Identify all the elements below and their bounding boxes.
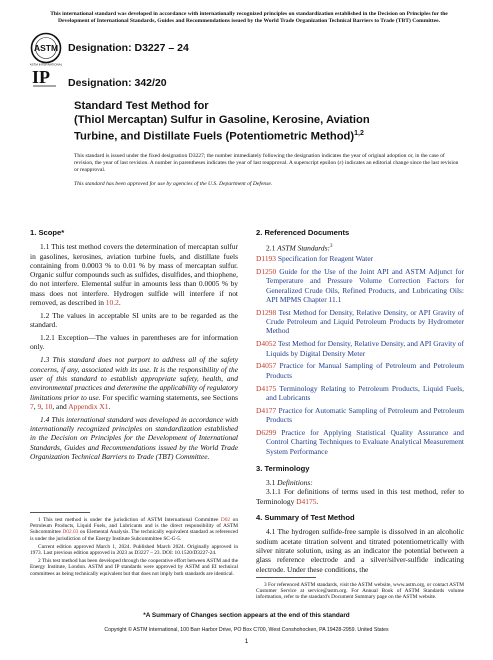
- right-column: [256, 228, 464, 577]
- astm-standards-label: 2.1 ASTM Standards:$^3$: [266, 243, 333, 253]
- link-d02[interactable]: D02: [220, 517, 231, 523]
- title-line: (Thiol Mercaptan) Sulfur in Gasoline, Kerosine, Aviation: [74, 113, 370, 126]
- reference-item[interactable]: D4057 Practice for Manual Sampling of Petroleum and Petroleum Products: [256, 361, 464, 380]
- link-section-10[interactable]: 10: [44, 401, 53, 411]
- reference-item[interactable]: D4175 Terminology Relating to Petroleum Products, Liquid Fuels, and Lubricants: [256, 383, 464, 402]
- scope-heading: 1. Scope*: [30, 228, 65, 237]
- definitions-label: 3.1 Definitions:: [266, 478, 313, 488]
- astm-logo-caption: ASTM INTERNATIONAL: [30, 62, 62, 66]
- title-line: Turbine, and Distillate Fuels (Potentiometric Method)$^{1,2}$: [74, 130, 364, 143]
- referenced-documents-heading: 2. Referenced Documents: [256, 228, 350, 237]
- astm-logo-icon: [30, 32, 62, 66]
- title-footnote-mark: 1,2: [354, 130, 364, 138]
- link-appendix-x1[interactable]: Appendix X1: [68, 401, 109, 411]
- ip-logo-icon: [30, 66, 62, 88]
- reference-item[interactable]: D4052 Test Method for Density, Relative Density, and API Gravity of Liquids by Digital Density Meter: [256, 339, 464, 358]
- footnote-rule-left: [30, 512, 90, 513]
- para-3-1-1: 3.1.1 For definitions of terms used in this test method, refer to Terminology D4175.: [256, 487, 464, 506]
- para-4-1: 4.1 The hydrogen sulfide-free sample is dissolved in an alcoholic sodium acetate titration solvent and titrated potentiometrically with silver nitrate solution, using as an indicator the potential between a glass reference electrode and a silver/silver-sulfide indicating electrode. Under these conditions, the: [256, 527, 464, 574]
- reference-item[interactable]: D4177 Practice for Automatic Sampling of Petroleum and Petroleum Products: [256, 405, 465, 425]
- para-1-3: 1.3 This standard does not purport to address all of the safety concerns, if any, associated with its use. It is the responsibility of the user of this standard to establish appropriate safety, health, and environmental practices and determine the applicability of regulatory limitations prior to use. For specific warning statements, see Sections 7, 9, 10, and Appendix X1.: [30, 355, 238, 411]
- footnote-3: 3 For referenced ASTM standards, visit the ASTM website, www.astm.org, or contact ASTM Customer Service at service@astm.org. For Annual Book of ASTM Standards volume information, refer to the standard's Document Summary page on the ASTM website.: [256, 582, 464, 601]
- document-title: [74, 100, 434, 145]
- link-d4175[interactable]: D4175: [296, 496, 317, 506]
- para-1-1: 1.1 This test method covers the determination of mercaptan sulfur in gasolines, kerosines, aviation turbine fuels, and distillate fuels containing from 0.0003 % to 0.01 % by mass of mercaptan sulfur. Organic sulfur compounds such as sulfides, disulfides, and thiophene, do not interfere. Elemental sulfur in amounts less than 0.0005 % by mass does not interfere. Hydrogen sulfide will interfere if not removed, as described in 10.2.: [30, 242, 238, 308]
- dod-note: This standard has been approved for use by agencies of the U.S. Department of Defense.: [74, 181, 273, 187]
- link-10-2[interactable]: 10.2: [105, 298, 119, 308]
- reference-item[interactable]: D1298 Test Method for Density, Relative Density, or API Gravity of Crude Petroleum and Liquid Petroleum Products by Hydrometer Method: [256, 307, 464, 336]
- link-d02-03[interactable]: D02.03: [62, 529, 79, 536]
- page-number: 1: [244, 638, 249, 645]
- summary-of-changes-note: *A Summary of Changes section appears at the end of this standard: [143, 612, 350, 619]
- link-section-7[interactable]: 7: [30, 401, 34, 411]
- reference-item[interactable]: D6299 Practice for Applying Statistical Quality Assurance and Control Charting Techniques to Evaluate Analytical Measurement System Performance: [256, 427, 465, 456]
- title-line: Standard Test Method for: [74, 100, 209, 112]
- reference-item[interactable]: D1193 Specification for Reagent Water: [256, 254, 374, 264]
- ip-logo: [30, 66, 62, 93]
- link-section-9[interactable]: 9: [37, 401, 42, 411]
- left-column: [30, 228, 238, 465]
- para-1-2: 1.2 The values in acceptable SI units are to be regarded as the standard.: [30, 310, 238, 330]
- footnote-2: 2 This test method has been developed through the cooperative effort between ASTM and the Energy Institute, London. ASTM and IP standards were approved by ASTM and EI technical committees as being technically equivalent but that does not imply both standards are identical.: [30, 558, 238, 577]
- copyright-line: Copyright © ASTM International, 100 Barr Harbor Drive, PO Box C700, West Conshohocken, PA 19428-2959. United States: [104, 627, 389, 633]
- svg-text:IP: IP: [32, 67, 50, 87]
- issuance-note: This standard is issued under the fixed designation D3227; the number immediately following the designation indicates the year of original adoption or, in the case of revision, the year of last revision. A number in parentheses indicates the year of last reapproval. A superscript epsilon (ε) indicates an editorial change since the last revision or reapproval.: [74, 153, 459, 173]
- para-1-4: 1.4 This international standard was developed in accordance with internationally recognized principles on standardization established in the Decision on Principles for the Development of International Standards, Guides and Recommendations issued by the World Trade Organization Technical Barriers to Trade (TBT) Committee.: [30, 414, 238, 461]
- footnote-edition: Current edition approved March 1, 2024. Published March 2024. Originally approved in 1973. Last previous edition approved in 2023 as D3227 – 23. DOI: 10.1520/D3227-24.: [30, 543, 238, 557]
- designation-astm: Designation: D3227 – 24: [68, 42, 189, 54]
- summary-heading: 4. Summary of Test Method: [256, 513, 355, 523]
- svg-text:ASTM: ASTM: [33, 43, 59, 53]
- terminology-heading: 3. Terminology: [256, 463, 310, 473]
- right-footnotes: [256, 582, 464, 603]
- footnote-rule-right: [256, 577, 316, 578]
- reference-item[interactable]: D1250 Guide for the Use of the Joint API and ASTM Adjunct for Temperature and Pressure Volume Correction Factors for Generalized Crude Oils, Refined Products, and Lubricating Oils: API MPMS Chapter 11.1: [256, 266, 464, 304]
- header-notice: This international standard was developed in accordance with internationally recognized principles on standardization established in the Decision on Principles for the Development of International Standards, Guides and Recommendations issued by the World Trade Organization Technical Barriers to Trade (TBT) Committee.: [50, 11, 448, 24]
- para-1-2-1: 1.2.1 Exception—The values in parentheses are for information only.: [30, 333, 238, 352]
- footnote-1: 1 This test method is under the jurisdiction of ASTM International Committee D02 on Petroleum Products, Liquid Fuels, and Lubricants and is the direct responsibility of ASTM Subcommittee D02.03 on Elemental Analysis. The technically equivalent standard as referenced is under the jurisdiction of the Energy Institute Subcommittee SC-G-5.: [30, 517, 238, 542]
- designation-ip: Designation: 342/20: [68, 77, 167, 89]
- left-footnotes: [30, 517, 238, 579]
